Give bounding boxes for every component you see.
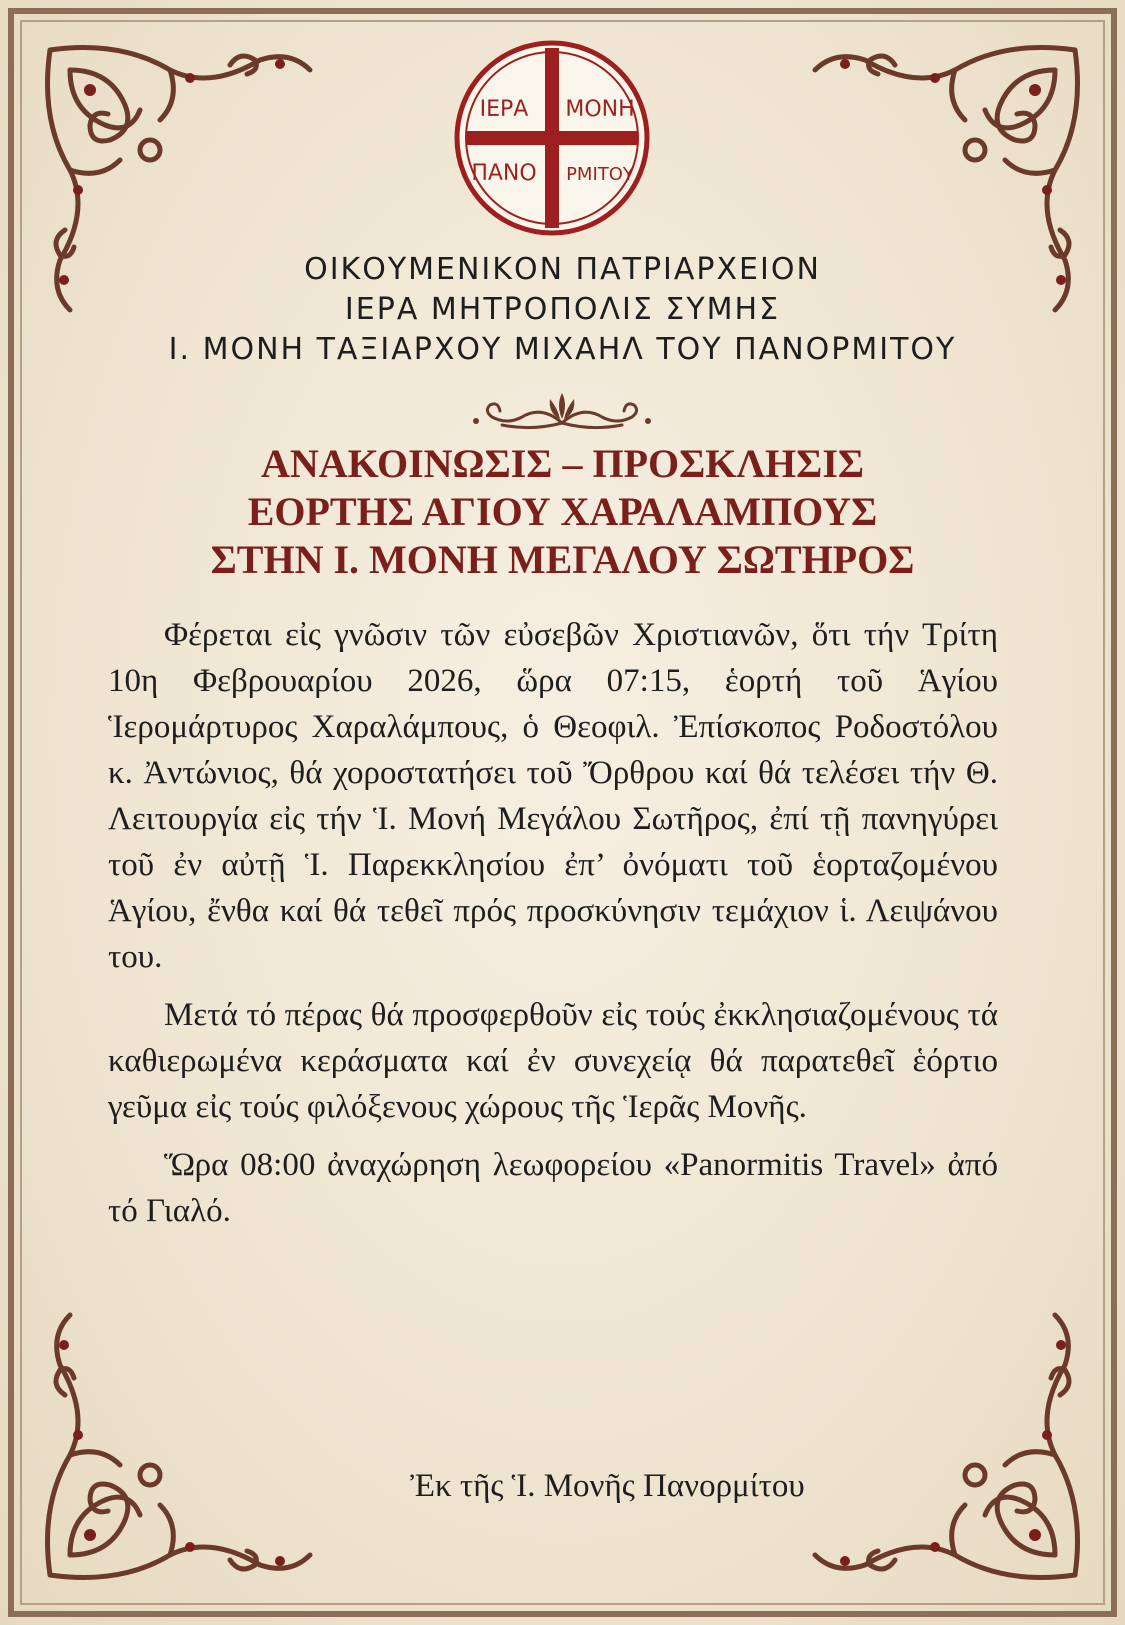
institution-header (150, 250, 975, 370)
announcement-body (108, 612, 998, 1246)
body-paragraph: Μετά τό πέρας θά προσφερθοῦν εἰς τούς ἐκκλησιαζομένους τά καθιερωμένα κεράσματα καί ἐν συνεχείᾳ θά παρατεθεῖ ἑόρτιο γεῦμα εἰς τούς φιλόξενους χώρους τῆς Ἱερᾶς Μονῆς. (108, 997, 998, 1125)
corner-ornament-icon (795, 1295, 1095, 1595)
seal-text-top-left: ΙΕΡΑ (479, 97, 529, 122)
title-line: ΑΝΑΚΟΙΝΩΣΙΣ – ΠΡΟΣΚΛΗΣΙΣ (260, 441, 865, 486)
announcement-title (120, 440, 1005, 584)
title-line: ΕΟΡΤΗΣ ΑΓΙΟΥ ΧΑΡΑΛΑΜΠΟΥΣ (247, 489, 878, 534)
seal-text-bottom-left: ΠΑΝΟ (471, 161, 537, 186)
institution-line: Ι. ΜΟΝΗ ΤΑΞΙΑΡΧΟΥ ΜΙΧΑΗΛ ΤΟΥ ΠΑΝΟΡΜΙΤΟΥ (168, 332, 957, 367)
cross-seal-icon (452, 38, 652, 238)
institution-line: ΟΙΚΟΥΜΕΝΙΚΟΝ ΠΑΤΡΙΑΡΧΕΙΟΝ (304, 252, 821, 287)
body-paragraph: Φέρεται εἰς γνῶσιν τῶν εὐσεβῶν Χριστιανῶν, ὅτι τήν Τρίτη 10η Φεβρουαρίου 2026, ὥρα 07:15, ἑορτή τοῦ Ἁγίου Ἱερομάρτυρος Χαραλάμπους, ὁ Θεοφιλ. Ἐπίσκοπος Ροδοστόλου κ. Ἀντώνιος, θά χοροστατήσει τοῦ Ὄρθρου καί θά τελέσει τήν Θ. Λειτουργία εἰς τήν Ἱ. Μονή Μεγάλου Σωτῆρος, ἐπί τῇ πανηγύρει τοῦ ἐν αὐτῇ Ἱ. Παρεκκλησίου ἐπ’ ὀνόματι τοῦ ἑορταζομένου Ἁγίου, ἔνθα καί θά τεθεῖ πρός προσκύνησιν τεμάχιον ἱ. Λειψάνου του. (108, 617, 998, 975)
institution-line: ΙΕΡΑ ΜΗΤΡΟΠΟΛΙΣ ΣΥΜΗΣ (344, 292, 781, 327)
title-line: ΣΤΗΝ Ι. ΜΟΝΗ ΜΕΓΑΛΟΥ ΣΩΤΗΡΟΣ (210, 537, 915, 582)
corner-ornament-icon (30, 1295, 330, 1595)
divider-ornament-icon (462, 385, 662, 435)
signature-line: Ἐκ τῆς Ἱ. Μονῆς Πανορμίτου (410, 1468, 805, 1504)
seal-text-bottom-right: ΡΜΙΤΟΥ (566, 164, 634, 185)
body-paragraph: Ὥρα 08:00 ἀναχώρηση λεωφορείου «Panormitis Travel» ἀπό τό Γιαλό. (108, 1147, 998, 1229)
seal-text-top-right: ΜΟΝΗ (565, 97, 635, 122)
